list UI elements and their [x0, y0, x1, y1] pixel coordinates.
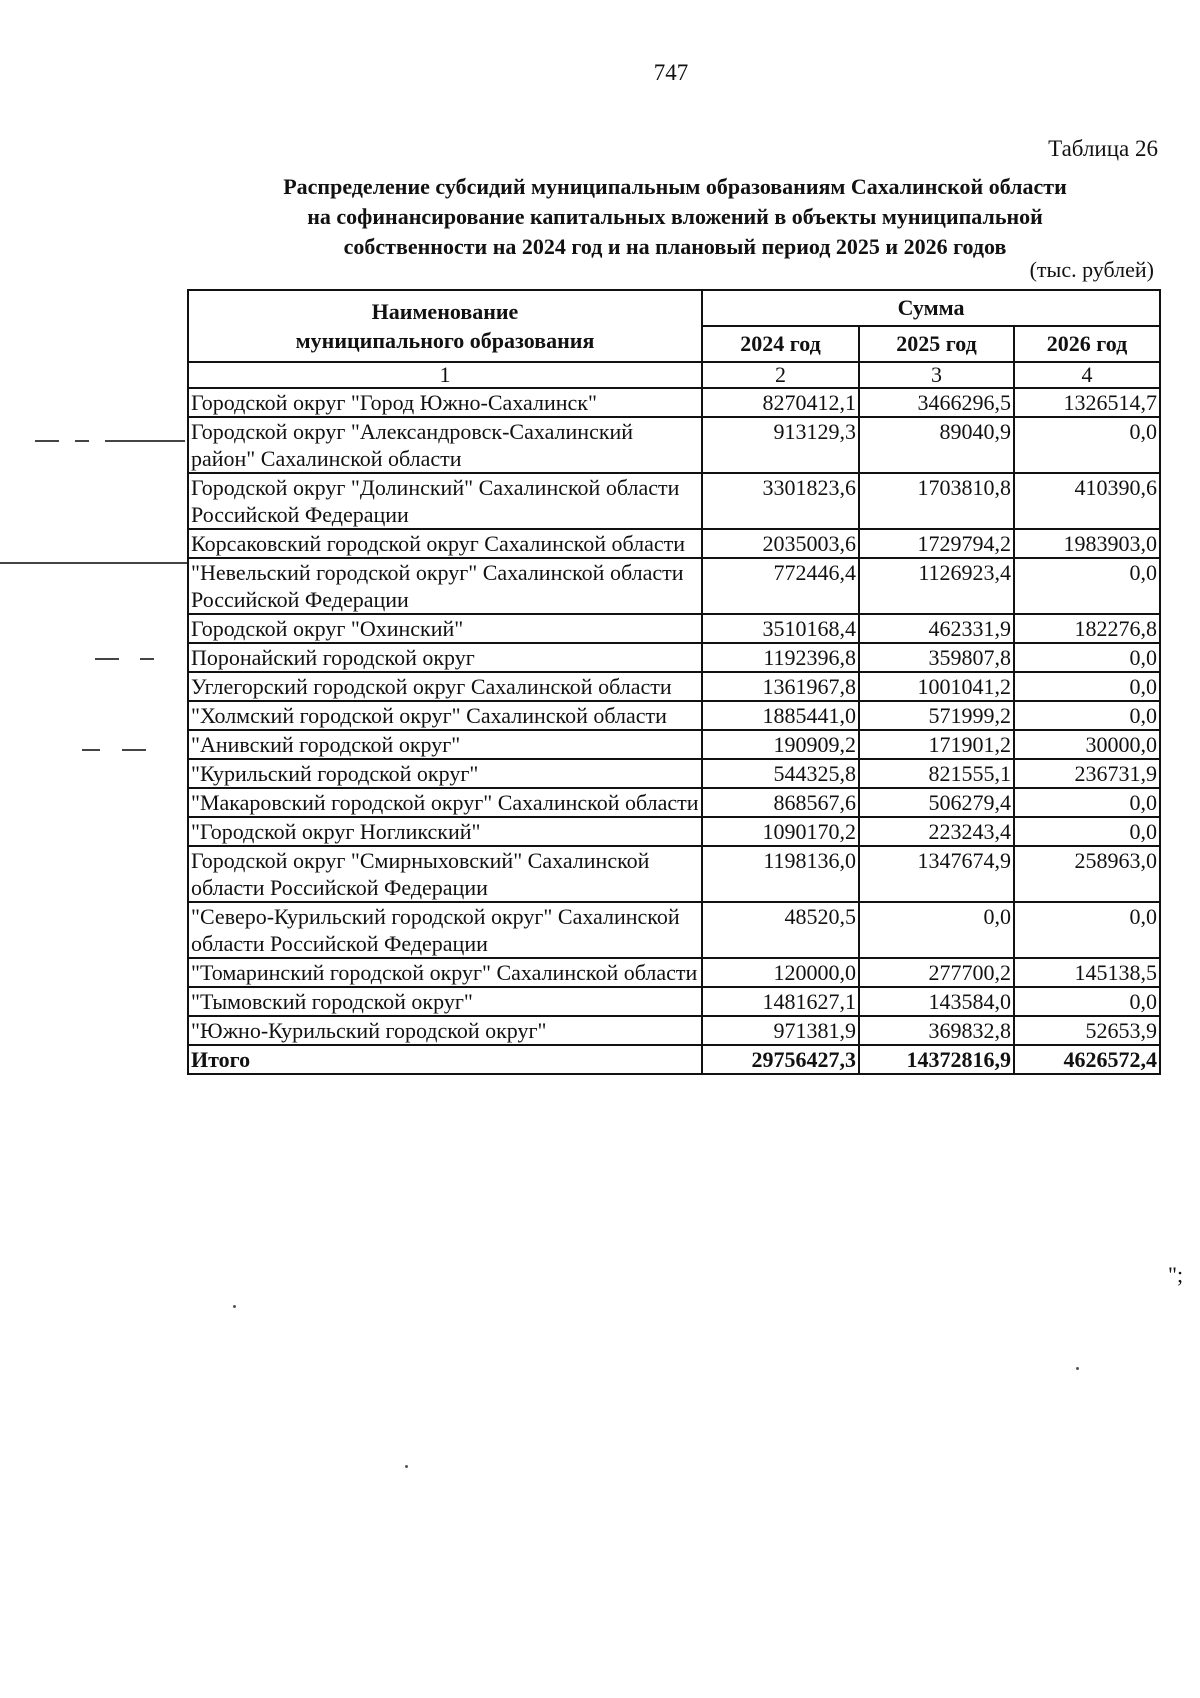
municipality-name-cell: Городской округ "Александровск-Сахалинский район" Сахалинской области	[188, 417, 702, 473]
amount-2025-cell: 1347674,9	[859, 846, 1014, 902]
amount-2025-cell: 1729794,2	[859, 529, 1014, 558]
amount-2025-cell: 277700,2	[859, 958, 1014, 987]
table-body	[188, 388, 1160, 1074]
amount-2025-cell: 359807,8	[859, 643, 1014, 672]
amount-2024-cell: 48520,5	[702, 902, 859, 958]
amount-2026-cell: 0,0	[1014, 672, 1160, 701]
amount-2025-cell: 369832,8	[859, 1016, 1014, 1045]
scan-artifact	[82, 749, 100, 751]
amount-2024-cell: 544325,8	[702, 759, 859, 788]
table-row	[188, 388, 1160, 417]
table-row	[188, 759, 1160, 788]
table-row	[188, 958, 1160, 987]
title-line: собственности на 2024 год и на плановый период 2025 и 2026 годов	[343, 234, 1007, 259]
amount-2025-cell: 143584,0	[859, 987, 1014, 1016]
amount-2024-cell: 913129,3	[702, 417, 859, 473]
municipality-name-cell: Итого	[188, 1045, 702, 1074]
amount-2026-cell: 4626572,4	[1014, 1045, 1160, 1074]
amount-2026-cell: 0,0	[1014, 558, 1160, 614]
table-row	[188, 788, 1160, 817]
amount-2024-cell: 3510168,4	[702, 614, 859, 643]
amount-2025-cell: 571999,2	[859, 701, 1014, 730]
subsidies-table	[187, 289, 1161, 1075]
scan-artifact	[405, 1465, 408, 1468]
scan-artifact	[140, 658, 154, 660]
header-name-line: муниципального образования	[295, 328, 595, 353]
amount-2026-cell: 30000,0	[1014, 730, 1160, 759]
scan-artifact	[0, 562, 187, 564]
municipality-name-cell: "Невельский городской округ" Сахалинской области Российской Федерации	[188, 558, 702, 614]
municipality-name-cell: Городской округ "Смирныховский" Сахалинской области Российской Федерации	[188, 846, 702, 902]
municipality-name-cell: Городской округ "Город Южно-Сахалинск"	[188, 388, 702, 417]
table-label: Таблица 26	[1048, 136, 1158, 161]
municipality-name-cell: "Южно-Курильский городской округ"	[188, 1016, 702, 1045]
amount-2024-cell: 190909,2	[702, 730, 859, 759]
scan-artifact	[1076, 1367, 1079, 1370]
municipality-name-cell: "Томаринский городской округ" Сахалинской области	[188, 958, 702, 987]
amount-2025-cell: 1126923,4	[859, 558, 1014, 614]
table-row	[188, 529, 1160, 558]
municipality-name-cell: "Макаровский городской округ" Сахалинской области	[188, 788, 702, 817]
amount-2024-cell: 29756427,3	[702, 1045, 859, 1074]
amount-2026-cell: 145138,5	[1014, 958, 1160, 987]
units-label: (тыс. рублей)	[1029, 257, 1154, 282]
amount-2026-cell: 0,0	[1014, 987, 1160, 1016]
table-row	[188, 902, 1160, 958]
amount-2024-cell: 772446,4	[702, 558, 859, 614]
amount-2026-cell: 0,0	[1014, 417, 1160, 473]
municipality-name-cell: "Анивский городской округ"	[188, 730, 702, 759]
column-number: 1	[188, 362, 702, 388]
amount-2026-cell: 0,0	[1014, 788, 1160, 817]
scan-artifact	[75, 440, 89, 442]
scan-artifact	[35, 440, 59, 442]
amount-2024-cell: 1192396,8	[702, 643, 859, 672]
table-row	[188, 643, 1160, 672]
amount-2024-cell: 1885441,0	[702, 701, 859, 730]
column-number: 2	[702, 362, 859, 388]
amount-2025-cell: 821555,1	[859, 759, 1014, 788]
scan-artifact	[122, 749, 146, 751]
amount-2025-cell: 3466296,5	[859, 388, 1014, 417]
scan-artifact	[233, 1305, 236, 1308]
amount-2025-cell: 223243,4	[859, 817, 1014, 846]
amount-2025-cell: 1703810,8	[859, 473, 1014, 529]
amount-2024-cell: 3301823,6	[702, 473, 859, 529]
amount-2026-cell: 0,0	[1014, 817, 1160, 846]
table-row	[188, 1016, 1160, 1045]
closing-quote-mark: ";	[1168, 1262, 1184, 1287]
title-line: Распределение субсидий муниципальным образованиям Сахалинской области	[283, 174, 1067, 199]
amount-2026-cell: 0,0	[1014, 701, 1160, 730]
header-year-2024: 2024 год	[702, 326, 859, 362]
table-row	[188, 730, 1160, 759]
municipality-name-cell: Поронайский городской округ	[188, 643, 702, 672]
amount-2024-cell: 1481627,1	[702, 987, 859, 1016]
document-title	[190, 172, 1160, 262]
amount-2024-cell: 868567,6	[702, 788, 859, 817]
table-row	[188, 846, 1160, 902]
amount-2024-cell: 971381,9	[702, 1016, 859, 1045]
header-year-2026: 2026 год	[1014, 326, 1160, 362]
amount-2026-cell: 182276,8	[1014, 614, 1160, 643]
column-number: 4	[1014, 362, 1160, 388]
municipality-name-cell: Городской округ "Долинский" Сахалинской области Российской Федерации	[188, 473, 702, 529]
amount-2025-cell: 171901,2	[859, 730, 1014, 759]
amount-2024-cell: 8270412,1	[702, 388, 859, 417]
amount-2024-cell: 120000,0	[702, 958, 859, 987]
table-row	[188, 558, 1160, 614]
municipality-name-cell: "Тымовский городской округ"	[188, 987, 702, 1016]
amount-2024-cell: 1198136,0	[702, 846, 859, 902]
municipality-name-cell: "Курильский городской округ"	[188, 759, 702, 788]
table-row	[188, 672, 1160, 701]
amount-2026-cell: 0,0	[1014, 643, 1160, 672]
municipality-name-cell: Углегорский городской округ Сахалинской области	[188, 672, 702, 701]
amount-2026-cell: 52653,9	[1014, 1016, 1160, 1045]
municipality-name-cell: Городской округ "Охинский"	[188, 614, 702, 643]
header-year-2025: 2025 год	[859, 326, 1014, 362]
amount-2026-cell: 410390,6	[1014, 473, 1160, 529]
municipality-name-cell: Корсаковский городской округ Сахалинской области	[188, 529, 702, 558]
header-municipality	[188, 290, 702, 362]
scan-artifact	[105, 440, 185, 442]
table-row	[188, 614, 1160, 643]
municipality-name-cell: "Городской округ Ногликский"	[188, 817, 702, 846]
header-sum: Сумма	[702, 290, 1160, 326]
amount-2026-cell: 258963,0	[1014, 846, 1160, 902]
column-number: 3	[859, 362, 1014, 388]
page-number: 747	[653, 60, 689, 85]
amount-2026-cell: 1983903,0	[1014, 529, 1160, 558]
amount-2024-cell: 1090170,2	[702, 817, 859, 846]
amount-2025-cell: 1001041,2	[859, 672, 1014, 701]
total-row	[188, 1045, 1160, 1074]
amount-2025-cell: 89040,9	[859, 417, 1014, 473]
header-name-line: Наименование	[371, 299, 519, 324]
municipality-name-cell: "Северо-Курильский городской округ" Сахалинской области Российской Федерации	[188, 902, 702, 958]
table-row	[188, 701, 1160, 730]
amount-2025-cell: 506279,4	[859, 788, 1014, 817]
amount-2024-cell: 2035003,6	[702, 529, 859, 558]
amount-2024-cell: 1361967,8	[702, 672, 859, 701]
amount-2026-cell: 0,0	[1014, 902, 1160, 958]
table-row	[188, 987, 1160, 1016]
table-row	[188, 817, 1160, 846]
amount-2026-cell: 236731,9	[1014, 759, 1160, 788]
amount-2025-cell: 14372816,9	[859, 1045, 1014, 1074]
municipality-name-cell: "Холмский городской округ" Сахалинской области	[188, 701, 702, 730]
amount-2025-cell: 462331,9	[859, 614, 1014, 643]
table-row	[188, 473, 1160, 529]
scan-artifact	[95, 658, 119, 660]
amount-2026-cell: 1326514,7	[1014, 388, 1160, 417]
title-line: на софинансирование капитальных вложений в объекты муниципальной	[307, 204, 1043, 229]
table-row	[188, 417, 1160, 473]
amount-2025-cell: 0,0	[859, 902, 1014, 958]
